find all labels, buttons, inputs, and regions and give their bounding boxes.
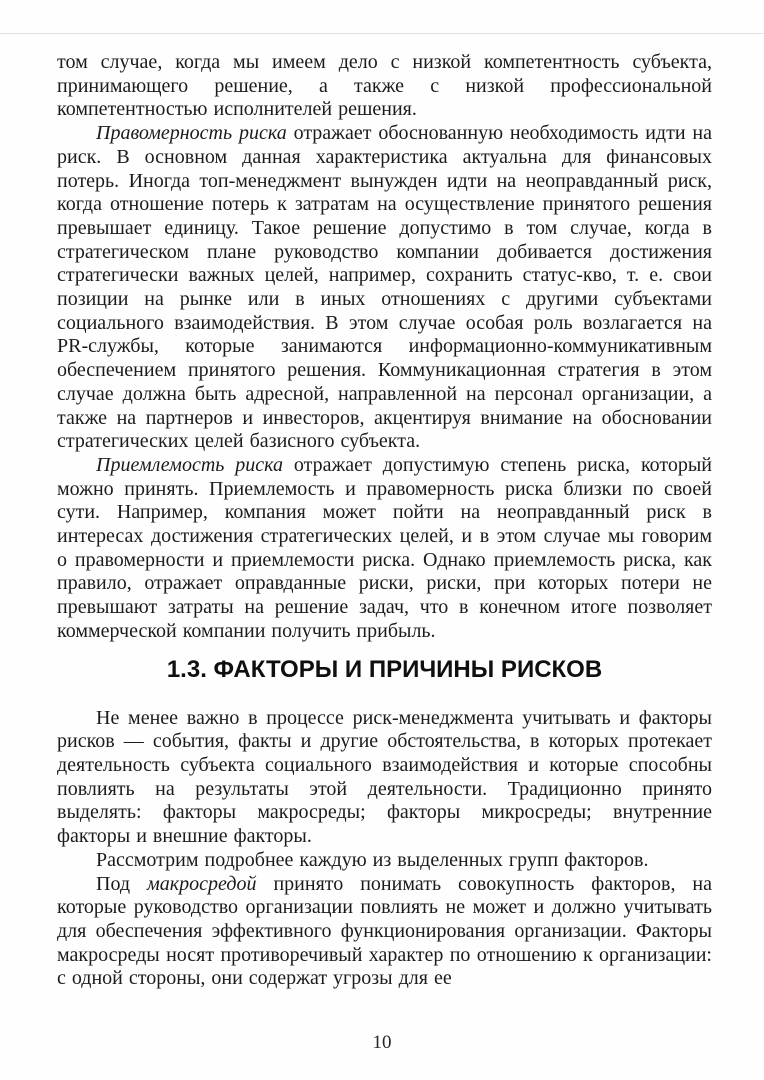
paragraph-continuation <box>57 51 712 122</box>
text-column <box>57 51 712 991</box>
paragraph-text: Не менее важно в процессе риск-менеджмента учитывать и факторы рисков — события, факты и другие обстоятельства, в которых протекает деятельность субъекта социального взаимодействия и которые способны повлиять на результаты этой деятельности. Традиционно принято выделять: факторы макросреды; факторы микросреды; внутренние факторы и внешние факторы. <box>57 706 712 848</box>
paragraph-consider-groups <box>57 849 712 873</box>
paragraph-text: принято понимать совокупность факторов, на которые руководство организации повлиять не может и должно учитывать для обеспечения эффективного функционирования организации. Факторы макросреды носят противоречивый характер по отношению к организации: с одной стороны, они содержат угрозы для ее <box>57 872 713 990</box>
scan-artifact-line <box>0 33 764 34</box>
term-macroenvironment: макросредой <box>147 872 257 895</box>
paragraph-text: Рассмотрим подробнее каждую из выделенных групп факторов. <box>96 848 649 871</box>
paragraph-pravomernost-riska <box>57 122 712 454</box>
section-heading: 1.3. ФАКТОРЫ И ПРИЧИНЫ РИСКОВ <box>166 655 603 683</box>
paragraph-text: отражает обоснованную необходимость идти на риск. В основном данная характеристика актуальна для финансовых потерь. Иногда топ-менеджмент вынужден идти на неоправданный риск, когда отношение потерь к затратам на осуществление принятого решения превышает единицу. Такое решение допустимо в том случае, когда в стратегическом плане руководство компании добивается достижения стратегически важных целей, например, сохранить статус-кво, т. е. свои позиции на рынке или в иных отношениях с другими субъектами социального взаимодействия. В этом случае особая роль возлагается на PR-службы, которые занимаются информационно-коммуникативным обеспечением принятого решения. Коммуникационная стратегия в этом случае должна быть адресной, направленной на персонал организации, а также на партнеров и инвесторов, акцентируя внимание на обосновании стратегических целей базисного субъекта. <box>57 122 712 453</box>
page-number: 10 <box>372 1032 392 1053</box>
paragraph-text: отражает допустимую степень риска, который можно принять. Приемлемость и правомерность риска близки по своей сути. Например, компания может пойти на неоправданный риск в интересах достижения стратегических целей, и в этом случае мы говорим о правомерности и приемлемости риска. Однако приемлемость риска, как правило, отражает оправданные риски, риски, при которых потери не превышают затраты на решение задач, что в конечном итоге позволяет коммерческой компании получить прибыль. <box>57 453 712 642</box>
term-priemlemost-riska: Приемлемость риска <box>96 453 283 476</box>
paragraph-text: Под <box>96 872 148 895</box>
paragraph-text: том случае, когда мы имеем дело с низкой компетентность субъекта, принимающего решение, а также с низкой профессиональной компетентностью исполнителей решения. <box>57 51 712 121</box>
term-pravomernost-riska: Правомерность риска <box>96 122 287 145</box>
paragraph-priemlemost-riska <box>57 454 712 644</box>
paragraph-factors-intro <box>57 707 712 849</box>
paragraph-macroenvironment <box>57 873 712 992</box>
